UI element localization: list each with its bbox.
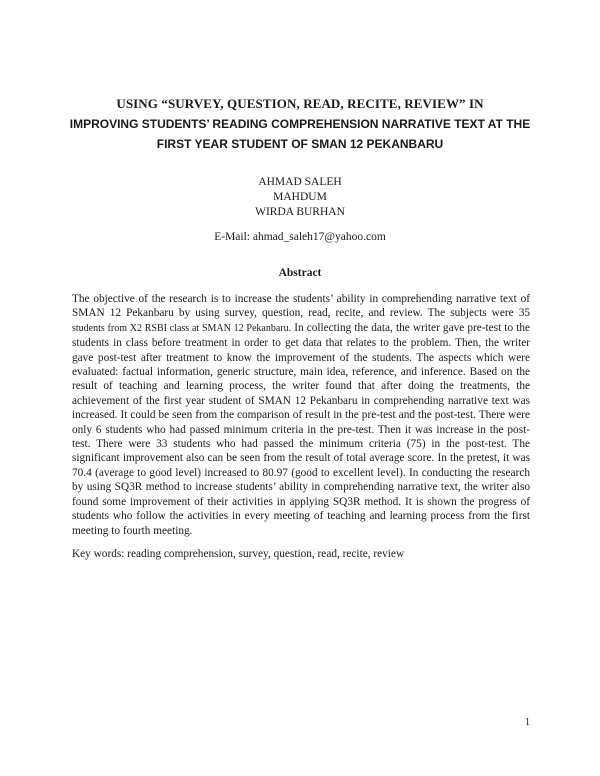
abstract-text-1: The objective of the research is to increase the students’ ability in comprehending narrative text of SMAN 12 Pekanbaru by using survey, question, read, recite, and review. The subjects were 35: [72, 293, 530, 320]
abstract-text-3: In collecting the data, the writer gave pre-test to the students in class before treatment in order to get data that relates to the problem. Then, the writer gave post-test after treatment to know the improvement of the students. The aspects which were evaluated: factual information, generic structure, main idea, reference, and inference. Based on the result of teaching and learning process, the writer found that after doing the treatments, the achievement of the first year student of SMAN 12 Pekanbaru in comprehending narrative text was increased. It could be seen from the comparison of result in the pre-test and the post-test. There were only 6 students who had passed minimum criteria in the pre-test. Then it was increase in the post-test. There were 33 students who had passed the minimum criteria (75) in the post-test. The significant improvement also can be seen from the result of total average score. In the pretest, it was 70.4 (average to good level) increased to 80.97 (good to excellent level). In conducting the research by using SQ3R method to increase students’ ability in comprehending narrative text, the writer also found some improvement of their activities in applying SQ3R method. It is shown the progress of students who follow the activities in every meeting of teaching and learning process from the first meeting to fourth meeting.: [72, 321, 530, 537]
title-line-2: IMPROVING STUDENTS’ READING COMPREHENSION NARRATIVE TEXT AT THE: [69, 117, 531, 131]
author-email: E-Mail: ahmad_saleh17@yahoo.com: [214, 231, 386, 243]
author-2: MAHDUM: [273, 191, 327, 203]
author-1: AHMAD SALEH: [258, 176, 342, 188]
author-3: WIRDA BURHAN: [255, 206, 345, 218]
abstract-text-2: students from X2 RSBI class at SMAN 12 Pekanbaru.: [72, 322, 292, 334]
title-line-1: USING “SURVEY, QUESTION, READ, RECITE, REVIEW” IN: [116, 96, 484, 111]
abstract-heading: Abstract: [278, 267, 322, 279]
page-number: 1: [525, 717, 530, 728]
keywords: Key words: reading comprehension, survey, question, read, recite, review: [72, 548, 405, 560]
title-line-3: FIRST YEAR STUDENT OF SMAN 12 PEKANBARU: [156, 137, 444, 151]
abstract-body: [72, 292, 530, 538]
